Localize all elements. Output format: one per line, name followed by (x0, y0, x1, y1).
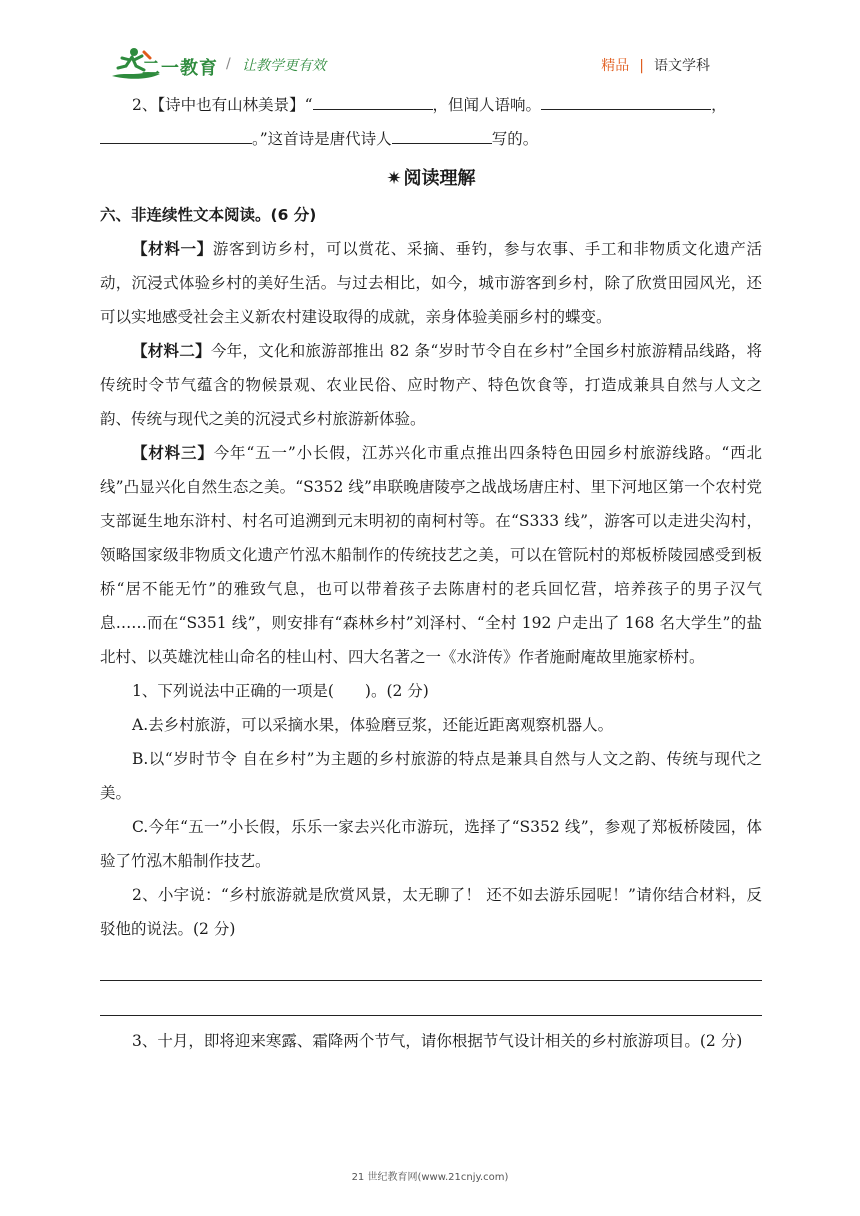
poem-question: 2、【诗中也有山林美景】“ ，但闻人语响。 ， (100, 88, 762, 122)
material-2: 【材料二】今年，文化和旅游部推出 82 条“岁时节令自在乡村”全国乡村旅游精品线路，将传统时令节气蕴含的物候景观、农业民俗、应时物产、特色饮食等，打造成兼具自然与人文之韵、传统与现代之美的沉浸式乡村旅游新体验。 (100, 342, 762, 428)
slogan-separator: / (226, 56, 231, 72)
header-separator: | (639, 58, 644, 74)
quality-badge: 精品 (601, 58, 630, 74)
answer-blank[interactable] (313, 91, 433, 110)
header-right (601, 55, 710, 75)
option-c[interactable]: C.今年“五一”小长假，乐乐一家去兴化市游玩，选择了“S352 线”，参观了郑板桥陵园，体验了竹泓木船制作技艺。 (100, 818, 762, 870)
option-a[interactable]: A.去乡村旅游，可以采摘水果，体验磨豆浆，还能近距离观察机器人。 (132, 716, 614, 734)
material-label: 【材料三】 (132, 444, 214, 462)
footer: 21 世纪教育网(www.21cnjy.com) (351, 1172, 509, 1183)
sparkle-icon: ✷ (386, 168, 402, 189)
question-3: 3、十月，即将迎来寒露、霜降两个节气，请你根据节气设计相关的乡村旅游项目。(2 分) (132, 1032, 743, 1050)
material-1: 【材料一】游客到访乡村，可以赏花、采摘、垂钓，参与农事、手工和非物质文化遗产活动，沉浸式体验乡村的美好生活。与过去相比，如今，城市游客到乡村，除了欣赏田园风光，还可以实地感受社会主义新农村建设取得的成就，亲身体验美丽乡村的蝶变。 (100, 240, 762, 326)
subject-label: 语文学科 (654, 58, 710, 74)
page-header (0, 0, 860, 90)
section-title: ✷ 阅读理解 (386, 168, 476, 189)
material-label: 【材料一】 (132, 240, 213, 258)
slogan: 让教学更有效 (242, 58, 326, 74)
question-2: 2、小宇说：“乡村旅游就是欣赏风景，太无聊了！ 还不如去游乐园呢！”请你结合材料，反驳他的说法。(2 分) (100, 886, 762, 938)
poem-question-cont: 。”这首诗是唐代诗人 写的。 (100, 122, 762, 156)
answer-blank[interactable] (100, 125, 252, 144)
answer-blank[interactable] (541, 91, 711, 110)
answer-line[interactable] (100, 946, 762, 981)
document-body (100, 88, 762, 1058)
material-label: 【材料二】 (132, 342, 211, 360)
question-1: 1、下列说法中正确的一项是( )。(2 分) (132, 682, 429, 700)
brand-name: 二一教育 (142, 58, 218, 79)
answer-blank[interactable] (392, 125, 492, 144)
answer-line[interactable] (100, 981, 762, 1016)
material-3: 【材料三】今年“五一”小长假，江苏兴化市重点推出四条特色田园乡村旅游线路。“西北线”凸显兴化自然生态之美。“S352 线”串联晚唐陵亭之战战场唐庄村、里下河地区第一个农村党支部诞生地东浒村、村名可追溯到元末明初的南柯村等。在“S333 线”，游客可以走进尖沟村，领略国家级非物质文化遗产竹泓木船制作的传统技艺之美，可以在管阮村的郑板桥陵园感受到板桥“居不能无竹”的雅致气息，也可以带着孩子去陈唐村的老兵回忆营，培养孩子的男子汉气息……而在“S351 线”，则安排有“森林乡村”刘泽村、“全村 192 户走出了 168 名大学生”的盐北村、以英雄沈桂山命名的桂山村、四大名著之一《水浒传》作者施耐庵故里施家桥村。 (100, 444, 762, 666)
part-title: 六、非连续性文本阅读。(6 分) (100, 206, 317, 224)
option-b[interactable]: B.以“岁时节令 自在乡村”为主题的乡村旅游的特点是兼具自然与人文之韵、传统与现代之美。 (100, 750, 762, 802)
